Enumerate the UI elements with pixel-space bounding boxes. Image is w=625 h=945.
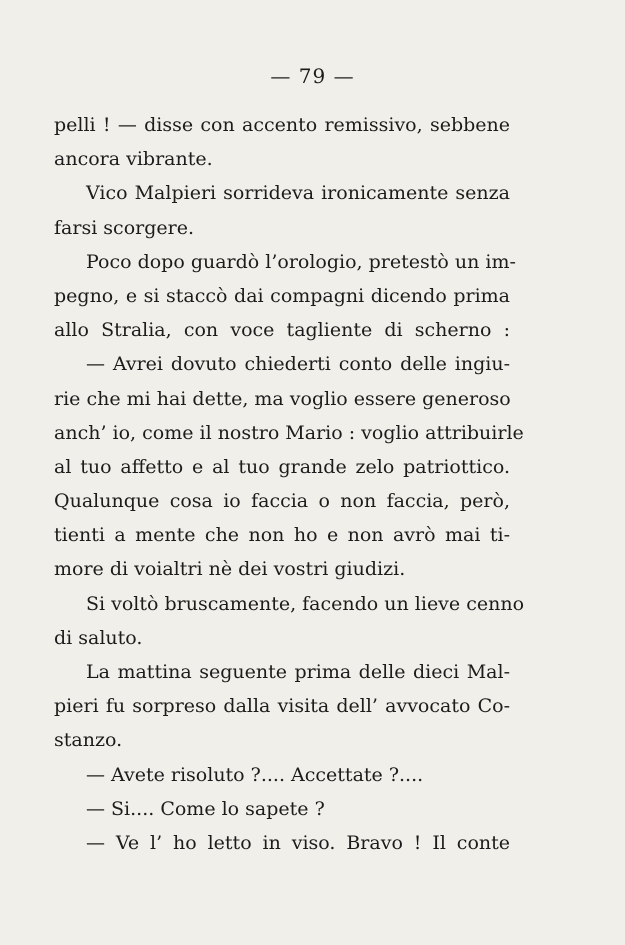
page-number: — 79 — <box>270 64 355 88</box>
text-line: Qualunque cosa io faccia o non faccia, però, <box>54 490 510 513</box>
text-line: di saluto. <box>54 626 143 649</box>
text-line: farsi scorgere. <box>54 216 194 239</box>
text-line: tienti a mente che non ho e non avrò mai ti- <box>54 524 510 547</box>
text-line: allo Stralia, con voce tagliente di scherno : <box>54 319 510 342</box>
text-line: pieri fu sorpreso dalla visita dell’ avvocato Co- <box>54 695 510 718</box>
text-line: — Si.... Come lo sapete ? <box>86 797 325 820</box>
text-line: pelli ! — disse con accento remissivo, sebbene <box>54 114 510 136</box>
text-line: La mattina seguente prima delle dieci Mal- <box>86 661 510 683</box>
text-line: al tuo affetto e al tuo grande zelo patriottico. <box>54 455 510 478</box>
text-line: rie che mi hai dette, ma voglio essere generoso <box>54 387 511 410</box>
text-line: anch’ io, come il nostro Mario : voglio attribuirle <box>54 421 524 444</box>
text-line: Poco dopo guardò l’orologio, pretestò un im- <box>86 250 516 273</box>
text-line: pegno, e si staccò dai compagni dicendo prima <box>54 284 510 307</box>
text-line: Si voltò bruscamente, facendo un lieve cenno <box>86 592 525 615</box>
body-text <box>54 108 525 860</box>
text-line: stanzo. <box>54 729 123 752</box>
text-line: — Ve l’ ho letto in viso. Bravo ! Il conte <box>86 831 510 854</box>
text-line: Vico Malpieri sorrideva ironicamente senza <box>86 182 510 205</box>
text-line: ancora vibrante. <box>54 148 213 171</box>
text-line: more di voialtri nè dei vostri giudizi. <box>54 558 406 581</box>
text-line: — Avete risoluto ?.... Accettate ?.... <box>86 763 424 786</box>
text-line: — Avrei dovuto chiederti conto delle ingiu- <box>86 353 510 376</box>
